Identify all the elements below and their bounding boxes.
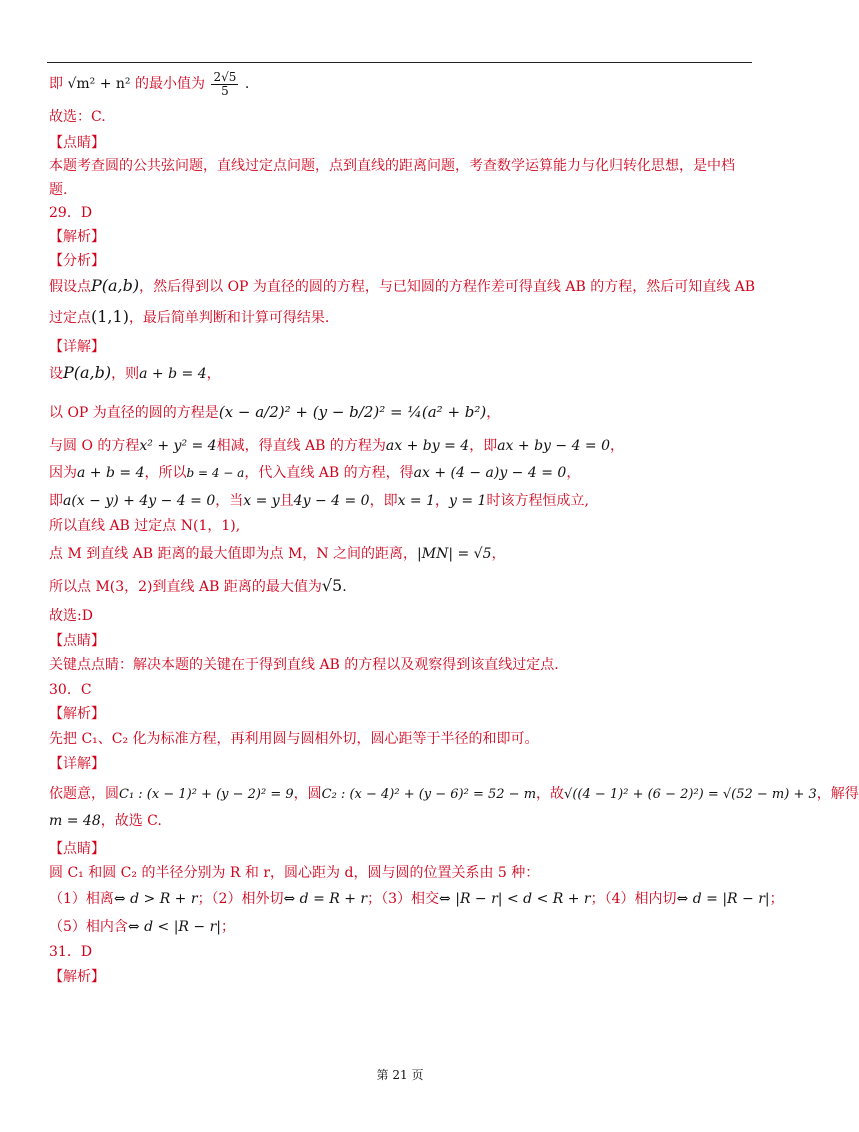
fraction-min-value: $\frac{2√5}{5}$ [213, 69, 237, 98]
question-number: 31．D [49, 944, 93, 961]
paragraph: 即a(x − y) + 4y − 4 = 0，当x = y且4y − 4 = 0，即x = 1，y = 1时该方程恒成立, [49, 492, 589, 509]
line-min-value: 即 √m² + n² 的最小值为 $\frac{2√5}{5}$ . [49, 69, 250, 98]
paragraph: 本题考查圆的公共弦问题，直线过定点问题，点到直线的距离问题，考查数学运算能力与化归转化思想，是中档 [49, 158, 735, 175]
section-heading: 【解析】 [49, 228, 105, 245]
answer-line: 故选：C. [49, 109, 106, 125]
paragraph: 圆 C₁ 和圆 C₂ 的半径分别为 R 和 r，圆心距为 d，圆与圆的位置关系由 5 种： [49, 865, 540, 882]
sqrt-expression: √m² + n² [67, 76, 131, 92]
paragraph: 假设点P(a,b)，然后得到以 OP 为直径的圆的方程，与已知圆的方程作差可得直线 AB 的方程，然后可知直线 AB [49, 276, 756, 296]
paragraph: （5）相内含⇔ d < |R − r|； [49, 918, 235, 935]
section-heading: 【解析】 [49, 706, 105, 723]
paragraph: 题. [49, 181, 68, 198]
header-rule [47, 62, 752, 63]
question-number: 29．D [49, 205, 93, 222]
answer-line: 故选:D [49, 608, 93, 625]
circle-equation: (x − a/2)² + (y − b/2)² = ¼(a² + b²) [218, 402, 487, 421]
paragraph: 以 OP 为直径的圆的方程是(x − a/2)² + (y − b/2)² = ¼(a² + b²)， [49, 402, 501, 421]
document-body [49, 66, 859, 987]
paragraph: m = 48，故选 C. [49, 813, 162, 830]
question-number: 30．C [49, 681, 92, 698]
paragraph: 过定点(1,1)，最后简单判断和计算可得结果. [49, 306, 330, 326]
paragraph: 关键点点睛：解决本题的关键在于得到直线 AB 的方程以及观察得到该直线过定点. [49, 657, 559, 674]
paragraph: 依题意，圆C₁ : (x − 1)² + (y − 2)² = 9，圆C₂ : (x − 4)² + (y − 6)² = 52 − m，故√((4 − 1)² + (6 − 2)²) = √(52 − m) + 3，解得 [49, 786, 859, 803]
section-heading: 【解析】 [49, 968, 105, 985]
section-heading: 【分析】 [49, 252, 105, 269]
paragraph: 点 M 到直线 AB 距离的最大值即为点 M，N 之间的距离，|MN| = √5， [49, 545, 506, 562]
section-heading: 【详解】 [49, 339, 105, 356]
paragraph: 所以点 M(3，2)到直线 AB 距离的最大值为√5. [49, 575, 347, 595]
section-heading: 【点睛】 [49, 632, 105, 649]
paragraph: 设P(a,b)，则a + b = 4， [49, 362, 221, 382]
section-heading: 【详解】 [49, 755, 105, 772]
paragraph: 与圆 O 的方程x² + y² = 4相减，得直线 AB 的方程为ax + by = 4，即ax + by − 4 = 0， [49, 437, 625, 454]
paragraph: 因为a + b = 4，所以b = 4 − a，代入直线 AB 的方程，得ax + (4 − a)y − 4 = 0， [49, 465, 581, 482]
section-heading: 【点睛】 [49, 134, 105, 151]
page-number: 第 21 页 [376, 1068, 424, 1082]
paragraph: 所以直线 AB 过定点 N(1，1), [49, 518, 241, 535]
paragraph: 先把 C₁、C₂ 化为标准方程，再利用圆与圆相外切，圆心距等于半径的和即可。 [49, 731, 539, 748]
paragraph: （1）相离⇔ d > R + r；（2）相外切⇔ d = R + r；（3）相交⇔ |R − r| < d < R + r；（4）相内切⇔ d = |R − r|； [49, 891, 784, 908]
section-heading: 【点睛】 [49, 840, 105, 857]
